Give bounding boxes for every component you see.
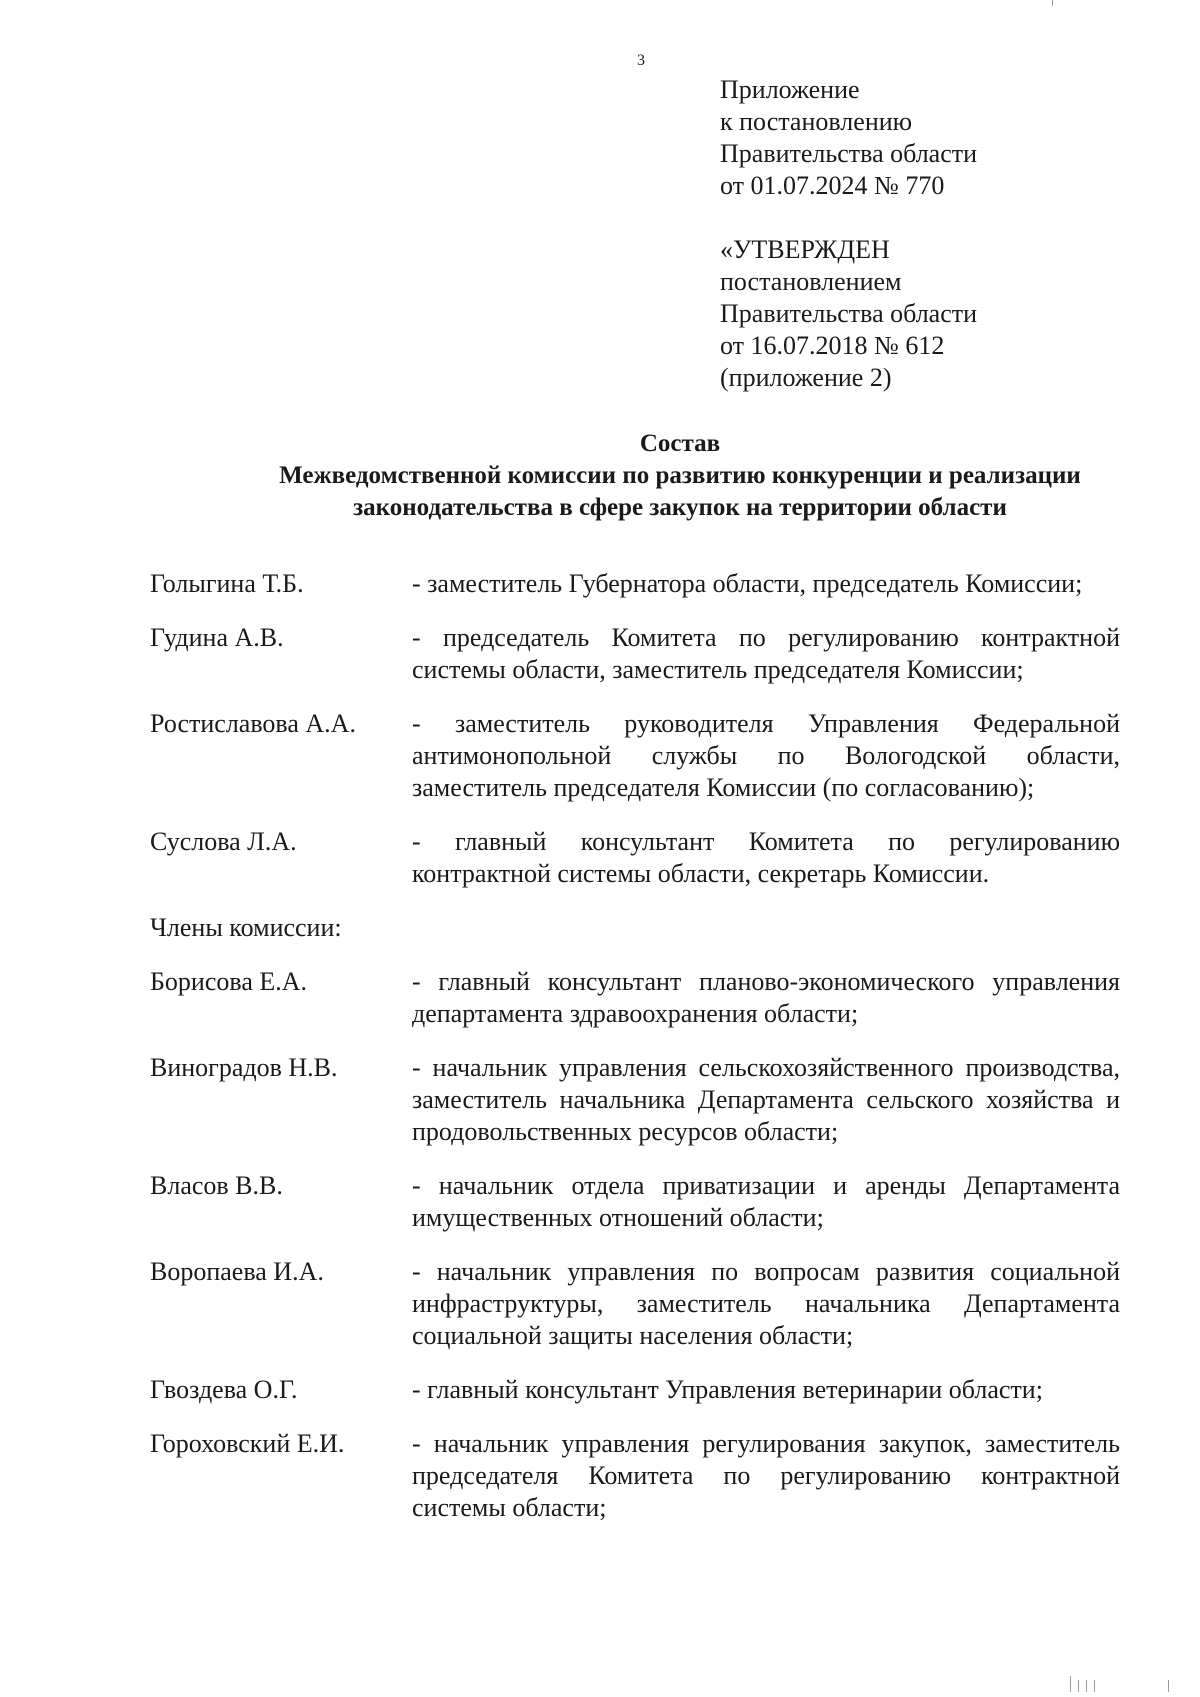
approved-line: Правительства области (720, 299, 978, 328)
approved-line: постановлением (720, 267, 902, 296)
member-name: Воропаева И.А. (150, 1257, 324, 1286)
doc-heading (200, 428, 1160, 524)
appendix-line: Правительства области (720, 139, 978, 168)
member-name: Гороховский Е.И. (150, 1429, 345, 1458)
heading-subtitle-line: Межведомственной комиссии по развитию конкуренции и реализации (279, 462, 1081, 489)
member-name: Виноградов Н.В. (150, 1053, 338, 1082)
member-row (150, 1170, 1120, 1234)
member-row (150, 966, 1120, 1030)
member-role: - начальник управления по вопросам развития социальной инфраструктуры, заместитель начальника Департамента социальной защиты населения области; (412, 1257, 1120, 1350)
scan-artifact (1094, 1680, 1095, 1692)
appendix-line: Приложение (720, 75, 860, 104)
member-role: - главный консультант Комитета по регулированию контрактной системы области, секретарь Комиссии. (412, 827, 1120, 888)
scan-artifact (1078, 1680, 1079, 1692)
members-label: Члены комиссии: (150, 913, 342, 942)
appendix-line: к постановлению (720, 107, 913, 136)
member-row (150, 622, 1120, 686)
appendix-line: от 01.07.2024 № 770 (720, 171, 945, 200)
approved-line: «УТВЕРЖДЕН (720, 235, 890, 264)
member-role: - председатель Комитета по регулированию контрактной системы области, заместитель председателя Комиссии; (412, 623, 1120, 684)
member-name: Борисова Е.А. (150, 967, 308, 996)
heading-subtitle-line: законодательства в сфере закупок на территории области (353, 494, 1007, 521)
page-number: 3 (637, 52, 645, 69)
scan-artifact (1086, 1680, 1087, 1692)
member-row (150, 708, 1120, 804)
member-name: Голыгина Т.Б. (150, 569, 304, 598)
member-role: - главный консультант планово-экономического управления департамента здравоохранения области; (412, 967, 1120, 1028)
member-name: Суслова Л.А. (150, 827, 297, 856)
member-name: Гвоздева О.Г. (150, 1375, 298, 1404)
approved-line: от 16.07.2018 № 612 (720, 331, 945, 360)
member-role: - заместитель руководителя Управления Федеральной антимонопольной службы по Вологодской области, заместитель председателя Комиссии (по согласованию); (412, 709, 1120, 802)
approved-block (720, 234, 977, 394)
approved-line: (приложение 2) (720, 363, 892, 392)
appendix-block (720, 74, 977, 202)
commission-list (150, 568, 1120, 1546)
scan-artifact (1168, 1680, 1169, 1692)
member-row (150, 1052, 1120, 1148)
member-row (150, 568, 1120, 600)
member-row (150, 1256, 1120, 1352)
scan-artifact (1070, 1676, 1071, 1692)
member-name: Ростиславова А.А. (150, 709, 356, 738)
member-role: - начальник управления сельскохозяйственного производства, заместитель начальника Департамента сельского хозяйства и продовольственных ресурсов области; (412, 1053, 1120, 1146)
heading-title: Состав (639, 430, 721, 457)
member-role: - начальник управления регулирования закупок, заместитель председателя Комитета по регулированию контрактной системы области; (412, 1429, 1120, 1522)
member-role: - заместитель Губернатора области, председатель Комиссии; (412, 569, 1083, 598)
member-row (150, 1374, 1120, 1406)
member-role: - начальник отдела приватизации и аренды Департамента имущественных отношений области; (412, 1171, 1120, 1232)
member-row (150, 1428, 1120, 1524)
scan-artifact (1052, 0, 1053, 6)
member-role: - главный консультант Управления ветеринарии области; (412, 1375, 1043, 1404)
member-name: Гудина А.В. (150, 623, 284, 652)
member-row (150, 826, 1120, 890)
member-name: Власов В.В. (150, 1171, 283, 1200)
